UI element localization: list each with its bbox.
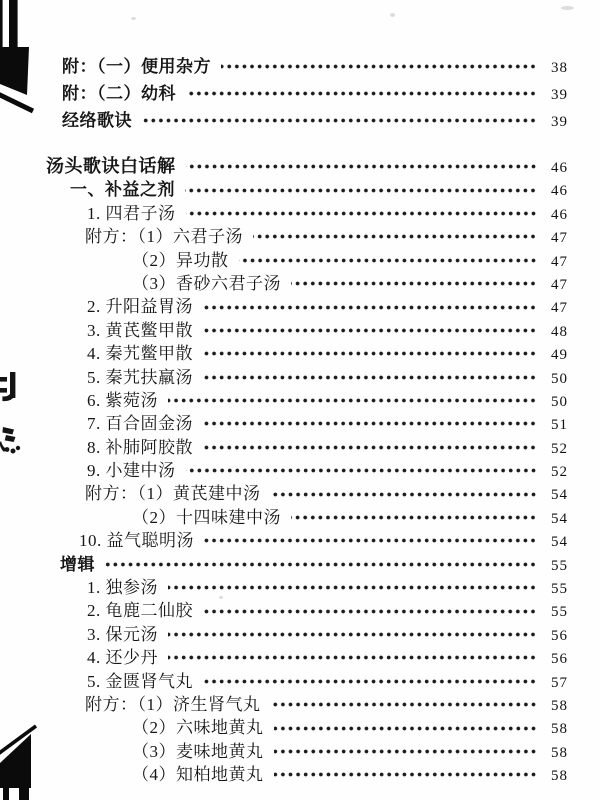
toc-entry-page: 55 bbox=[551, 581, 568, 598]
toc-entry-page: 38 bbox=[551, 60, 568, 76]
toc-entry-label: 附：（一）便用杂方 bbox=[62, 57, 211, 76]
dot-leader bbox=[203, 326, 537, 335]
toc-entry-page: 52 bbox=[551, 464, 568, 481]
toc-row bbox=[0, 272, 568, 295]
toc-entry-label: （3）麦味地黄丸 bbox=[132, 741, 264, 761]
dot-leader bbox=[274, 747, 538, 756]
binding-bars-bottom-icon bbox=[19, 788, 29, 800]
toc-entry-label: （2）六味地黄丸 bbox=[132, 718, 264, 738]
toc-row bbox=[0, 740, 568, 763]
toc-entry-page: 50 bbox=[551, 370, 568, 387]
dot-leader bbox=[271, 490, 538, 499]
toc-entry-page: 49 bbox=[551, 347, 568, 364]
dot-leader bbox=[291, 513, 537, 522]
toc-entry-page: 47 bbox=[551, 230, 568, 247]
toc-entry-label: 3. 保元汤 bbox=[87, 624, 158, 644]
dot-leader bbox=[186, 162, 538, 171]
toc-entry-label: 经络歌诀 bbox=[62, 111, 132, 130]
toc-row bbox=[0, 319, 568, 342]
toc-row bbox=[0, 529, 568, 552]
dot-leader bbox=[271, 700, 538, 709]
scan-speck bbox=[131, 17, 136, 20]
toc-entry-page: 47 bbox=[551, 276, 568, 293]
toc-entry-label: 4. 还少丹 bbox=[87, 648, 158, 668]
toc-entry-page: 54 bbox=[551, 534, 568, 551]
toc-entry-label: 附方：（1）济生肾气丸 bbox=[85, 694, 261, 714]
toc-entry-label: 附方：（1）六君子汤 bbox=[85, 227, 243, 247]
toc-entry-page: 39 bbox=[551, 87, 568, 103]
toc-entry-page: 50 bbox=[551, 393, 568, 410]
toc-row bbox=[0, 155, 568, 178]
toc-entry-label: 附：（二）幼科 bbox=[62, 84, 176, 103]
toc-entry-label: 3. 黄芪鳖甲散 bbox=[87, 320, 193, 340]
toc-entry-page: 58 bbox=[551, 768, 568, 785]
dot-leader bbox=[203, 373, 537, 382]
dot-leader bbox=[203, 303, 537, 312]
toc-entry-page: 56 bbox=[551, 651, 568, 668]
toc-entry-page: 55 bbox=[551, 557, 568, 574]
toc-entry-label: 5. 秦艽扶羸汤 bbox=[87, 367, 193, 387]
toc-entry-label: 2. 升阳益胃汤 bbox=[87, 297, 193, 317]
toc-entry-page: 47 bbox=[551, 253, 568, 270]
dot-leader bbox=[253, 232, 537, 241]
dot-leader bbox=[291, 279, 537, 288]
dot-leader bbox=[168, 630, 537, 639]
toc-entry-page: 58 bbox=[551, 721, 568, 738]
dot-leader bbox=[185, 186, 537, 195]
dot-leader bbox=[142, 116, 537, 125]
dot-leader bbox=[203, 419, 537, 428]
toc-entry-label: 8. 补肺阿胶散 bbox=[87, 437, 193, 457]
toc-entry-label: 一、补益之剂 bbox=[70, 180, 175, 200]
binding-bar-top-icon bbox=[9, 0, 18, 50]
toc-row bbox=[0, 506, 568, 529]
dot-leader bbox=[203, 443, 537, 452]
dot-leader bbox=[168, 583, 537, 592]
toc-entry-page: 56 bbox=[551, 627, 568, 644]
toc-entry-page: 54 bbox=[551, 510, 568, 527]
toc-row bbox=[0, 295, 568, 318]
toc-row bbox=[0, 80, 568, 107]
toc-entry-page: 47 bbox=[551, 300, 568, 317]
toc-row bbox=[0, 178, 568, 201]
toc-row bbox=[0, 202, 568, 225]
toc-row bbox=[0, 576, 568, 599]
toc-row bbox=[0, 553, 568, 576]
dot-leader bbox=[186, 209, 538, 218]
dot-leader bbox=[186, 466, 538, 475]
toc-entry-label: 10. 益气聪明汤 bbox=[79, 531, 194, 551]
dot-leader bbox=[105, 560, 537, 569]
toc-entry-page: 51 bbox=[551, 417, 568, 434]
toc-row bbox=[0, 53, 568, 80]
toc-row bbox=[0, 225, 568, 248]
toc-entry-page: 58 bbox=[551, 744, 568, 761]
toc-entry-page: 46 bbox=[551, 183, 568, 200]
toc-entry-label: 4. 秦艽鳖甲散 bbox=[87, 344, 193, 364]
toc-entry-page: 46 bbox=[551, 206, 568, 223]
toc-row bbox=[0, 763, 568, 786]
toc-row bbox=[0, 482, 568, 505]
dot-leader bbox=[168, 653, 537, 662]
toc-entry-label: 6. 紫菀汤 bbox=[87, 390, 158, 410]
toc-row bbox=[0, 693, 568, 716]
dot-leader bbox=[186, 89, 537, 98]
toc-row bbox=[0, 646, 568, 669]
toc-entry-label: （2）十四味建中汤 bbox=[132, 507, 281, 527]
toc-row bbox=[0, 412, 568, 435]
toc-row bbox=[0, 342, 568, 365]
toc-row bbox=[0, 249, 568, 272]
toc-row bbox=[0, 670, 568, 693]
toc-entry-label: 9. 小建中汤 bbox=[87, 461, 176, 481]
toc-entry-label: 汤头歌诀白话解 bbox=[46, 156, 176, 176]
toc-entry-label: （3）香砂六君子汤 bbox=[132, 273, 281, 293]
toc-entry-label: 附方：（1）黄芪建中汤 bbox=[85, 484, 261, 504]
toc-row bbox=[0, 366, 568, 389]
toc-entry-label: （2）异功散 bbox=[132, 250, 229, 270]
dot-leader bbox=[221, 62, 537, 71]
dot-leader bbox=[203, 349, 537, 358]
toc-row bbox=[0, 436, 568, 459]
toc-entry-page: 58 bbox=[551, 697, 568, 714]
toc-row bbox=[0, 623, 568, 646]
toc-entry-page: 57 bbox=[551, 674, 568, 691]
binding-bars-bottom-icon bbox=[3, 788, 9, 800]
toc-entry-label: 2. 龟鹿二仙胶 bbox=[87, 601, 193, 621]
toc-entry-label: 7. 百合固金汤 bbox=[87, 414, 193, 434]
toc-row bbox=[0, 389, 568, 412]
toc-entry-page: 39 bbox=[551, 114, 568, 130]
toc-entry-label: 增辑 bbox=[60, 554, 95, 574]
toc-list bbox=[0, 53, 568, 787]
scan-speck bbox=[561, 6, 574, 10]
dot-leader bbox=[168, 396, 537, 405]
dot-leader bbox=[274, 724, 538, 733]
toc-entry-page: 55 bbox=[551, 604, 568, 621]
toc-entry-label: 5. 金匮肾气丸 bbox=[87, 671, 193, 691]
toc-entry-label: 1. 四君子汤 bbox=[87, 203, 176, 223]
toc-row bbox=[0, 107, 568, 134]
binding-line-top-icon bbox=[0, 0, 3, 52]
dot-leader bbox=[203, 607, 537, 616]
dot-leader bbox=[204, 536, 537, 545]
toc-row bbox=[0, 459, 568, 482]
toc-entry-label: （4）知柏地黄丸 bbox=[132, 765, 264, 785]
dot-leader bbox=[203, 677, 537, 686]
toc-row bbox=[0, 599, 568, 622]
dot-leader bbox=[274, 770, 538, 779]
toc-entry-page: 54 bbox=[551, 487, 568, 504]
toc-row bbox=[0, 716, 568, 739]
toc-entry-label: 1. 独参汤 bbox=[87, 578, 158, 598]
toc-entry-page: 52 bbox=[551, 440, 568, 457]
scan-speck bbox=[390, 13, 395, 17]
toc-entry-page: 48 bbox=[551, 323, 568, 340]
toc-entry-page: 46 bbox=[551, 160, 568, 176]
dot-leader bbox=[239, 256, 538, 265]
